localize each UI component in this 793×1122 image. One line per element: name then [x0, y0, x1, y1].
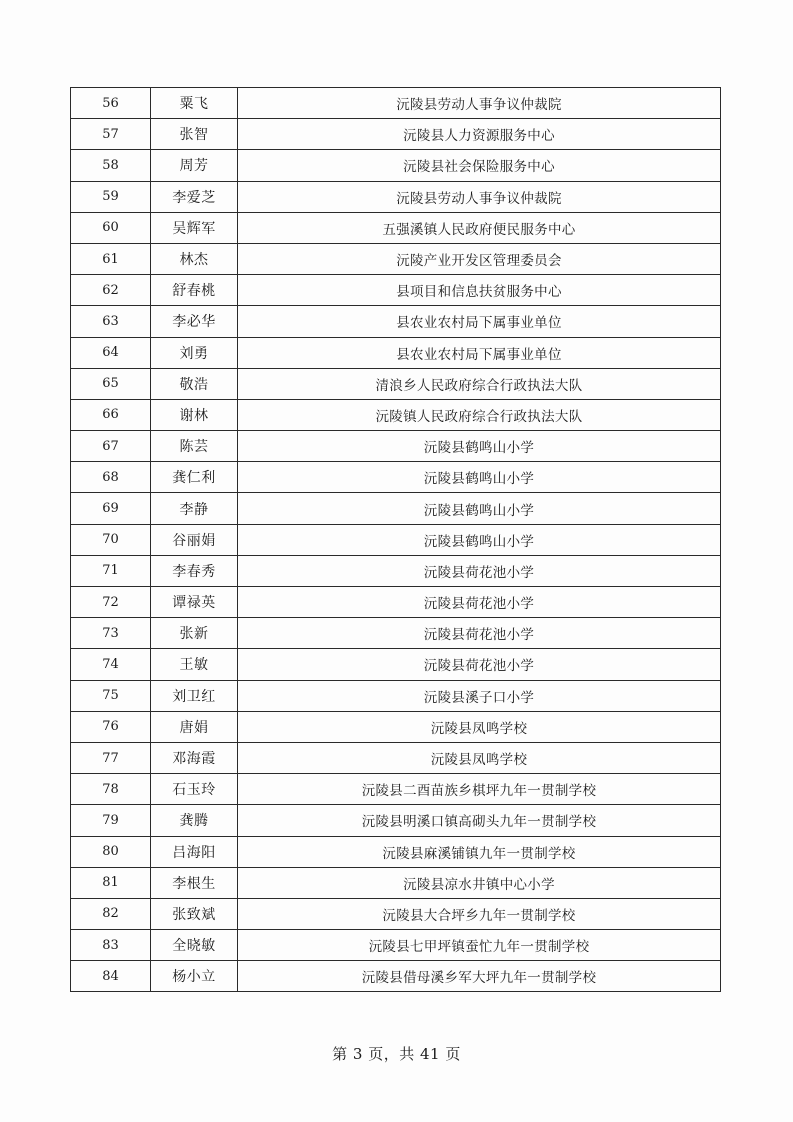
work-unit-cell: 沅陵县鹤鸣山小学	[238, 462, 721, 493]
row-number-cell: 68	[71, 462, 151, 493]
work-unit-cell: 沅陵县凤鸣学校	[238, 711, 721, 742]
row-number-cell: 66	[71, 399, 151, 430]
table-row	[71, 649, 721, 680]
person-name-cell: 李根生	[151, 867, 238, 898]
work-unit-cell: 沅陵县荷花池小学	[238, 587, 721, 618]
person-name-cell: 吴辉军	[151, 212, 238, 243]
work-unit-cell: 沅陵县麻溪铺镇九年一贯制学校	[238, 836, 721, 867]
work-unit-cell: 沅陵县荷花池小学	[238, 618, 721, 649]
table-row	[71, 306, 721, 337]
person-name-cell: 张智	[151, 119, 238, 150]
table-row	[71, 805, 721, 836]
work-unit-cell: 沅陵县鹤鸣山小学	[238, 524, 721, 555]
table-row	[71, 524, 721, 555]
row-number-cell: 77	[71, 742, 151, 773]
table-row	[71, 680, 721, 711]
person-name-cell: 李静	[151, 493, 238, 524]
work-unit-cell: 县农业农村局下属事业单位	[238, 337, 721, 368]
row-number-cell: 81	[71, 867, 151, 898]
row-number-cell: 79	[71, 805, 151, 836]
row-number-cell: 74	[71, 649, 151, 680]
person-name-cell: 刘卫红	[151, 680, 238, 711]
person-name-cell: 陈芸	[151, 431, 238, 462]
table-row	[71, 181, 721, 212]
work-unit-cell: 沅陵县劳动人事争议仲裁院	[238, 181, 721, 212]
table-row	[71, 836, 721, 867]
row-number-cell: 63	[71, 306, 151, 337]
person-name-cell: 张致斌	[151, 898, 238, 929]
table-row	[71, 742, 721, 773]
table-row	[71, 243, 721, 274]
row-number-cell: 83	[71, 930, 151, 961]
row-number-cell: 80	[71, 836, 151, 867]
table-row	[71, 867, 721, 898]
work-unit-cell: 沅陵县大合坪乡九年一贯制学校	[238, 898, 721, 929]
work-unit-cell: 沅陵县鹤鸣山小学	[238, 493, 721, 524]
row-number-cell: 67	[71, 431, 151, 462]
table-row	[71, 150, 721, 181]
table-row	[71, 587, 721, 618]
table-row	[71, 399, 721, 430]
row-number-cell: 78	[71, 774, 151, 805]
person-name-cell: 谢林	[151, 399, 238, 430]
work-unit-cell: 沅陵镇人民政府综合行政执法大队	[238, 399, 721, 430]
work-unit-cell: 沅陵县荷花池小学	[238, 649, 721, 680]
person-name-cell: 刘勇	[151, 337, 238, 368]
person-name-cell: 李必华	[151, 306, 238, 337]
person-name-cell: 粟飞	[151, 88, 238, 119]
work-unit-cell: 沅陵产业开发区管理委员会	[238, 243, 721, 274]
row-number-cell: 57	[71, 119, 151, 150]
work-unit-cell: 沅陵县明溪口镇高砌头九年一贯制学校	[238, 805, 721, 836]
work-unit-cell: 清浪乡人民政府综合行政执法大队	[238, 368, 721, 399]
person-name-cell: 舒春桃	[151, 275, 238, 306]
person-name-cell: 石玉玲	[151, 774, 238, 805]
person-name-cell: 李春秀	[151, 555, 238, 586]
table-row	[71, 88, 721, 119]
work-unit-cell: 沅陵县鹤鸣山小学	[238, 431, 721, 462]
work-unit-cell: 沅陵县七甲坪镇蚕忙九年一贯制学校	[238, 930, 721, 961]
work-unit-cell: 沅陵县劳动人事争议仲裁院	[238, 88, 721, 119]
person-name-cell: 张新	[151, 618, 238, 649]
row-number-cell: 71	[71, 555, 151, 586]
table-row	[71, 898, 721, 929]
row-number-cell: 70	[71, 524, 151, 555]
work-unit-cell: 沅陵县凤鸣学校	[238, 742, 721, 773]
row-number-cell: 76	[71, 711, 151, 742]
table-row	[71, 275, 721, 306]
row-number-cell: 84	[71, 961, 151, 992]
page-number-footer: 第 3 页，共 41 页	[332, 1045, 461, 1063]
work-unit-cell: 县项目和信息扶贫服务中心	[238, 275, 721, 306]
row-number-cell: 62	[71, 275, 151, 306]
person-name-cell: 林杰	[151, 243, 238, 274]
table-row	[71, 212, 721, 243]
work-unit-cell: 沅陵县凉水井镇中心小学	[238, 867, 721, 898]
person-name-cell: 全晓敏	[151, 930, 238, 961]
table-row	[71, 119, 721, 150]
table-row	[71, 431, 721, 462]
table-row	[71, 930, 721, 961]
person-name-cell: 周芳	[151, 150, 238, 181]
row-number-cell: 69	[71, 493, 151, 524]
work-unit-cell: 沅陵县借母溪乡军大坪九年一贯制学校	[238, 961, 721, 992]
work-unit-cell: 县农业农村局下属事业单位	[238, 306, 721, 337]
roster-table-body	[71, 88, 721, 992]
row-number-cell: 65	[71, 368, 151, 399]
table-row	[71, 493, 721, 524]
work-unit-cell: 沅陵县社会保险服务中心	[238, 150, 721, 181]
person-name-cell: 谭禄英	[151, 587, 238, 618]
table-row	[71, 618, 721, 649]
table-row	[71, 555, 721, 586]
table-row	[71, 368, 721, 399]
roster-table	[70, 87, 721, 992]
person-name-cell: 唐娟	[151, 711, 238, 742]
row-number-cell: 73	[71, 618, 151, 649]
person-name-cell: 龚仁利	[151, 462, 238, 493]
row-number-cell: 61	[71, 243, 151, 274]
work-unit-cell: 沅陵县二酉苗族乡棋坪九年一贯制学校	[238, 774, 721, 805]
work-unit-cell: 沅陵县荷花池小学	[238, 555, 721, 586]
person-name-cell: 王敏	[151, 649, 238, 680]
row-number-cell: 64	[71, 337, 151, 368]
table-row	[71, 774, 721, 805]
row-number-cell: 72	[71, 587, 151, 618]
person-name-cell: 杨小立	[151, 961, 238, 992]
work-unit-cell: 沅陵县溪子口小学	[238, 680, 721, 711]
row-number-cell: 60	[71, 212, 151, 243]
table-row	[71, 462, 721, 493]
table-row	[71, 337, 721, 368]
work-unit-cell: 沅陵县人力资源服务中心	[238, 119, 721, 150]
person-name-cell: 吕海阳	[151, 836, 238, 867]
person-name-cell: 李爱芝	[151, 181, 238, 212]
row-number-cell: 75	[71, 680, 151, 711]
person-name-cell: 龚腾	[151, 805, 238, 836]
row-number-cell: 56	[71, 88, 151, 119]
row-number-cell: 82	[71, 898, 151, 929]
person-name-cell: 敬浩	[151, 368, 238, 399]
person-name-cell: 谷丽娟	[151, 524, 238, 555]
table-row	[71, 961, 721, 992]
row-number-cell: 59	[71, 181, 151, 212]
table-row	[71, 711, 721, 742]
person-name-cell: 邓海霞	[151, 742, 238, 773]
work-unit-cell: 五强溪镇人民政府便民服务中心	[238, 212, 721, 243]
row-number-cell: 58	[71, 150, 151, 181]
